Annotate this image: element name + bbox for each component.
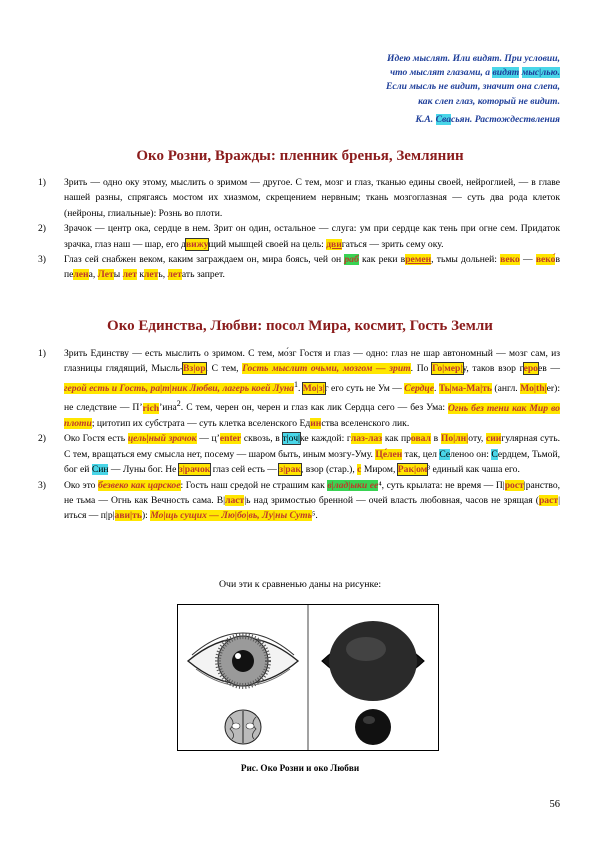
eyes-illustration	[178, 605, 438, 750]
figure	[177, 604, 439, 751]
list-item: 2) Око Гостя есть цель|ный зрачок — ц’enter сквозь, в т|оч|ке каждой: глаз-лаз как провал в По|лн|оту, сиигулярная суть. С тем, вращаться ему смысла нет, посему — шаром быть, иным мозгу-Уму. Це́лен так, цел Селеноо он: Сердцем, Тьмой, бог ей Син — Луны бог. Не з|рачок глаз сей есть — з|рак, взор (стар.), с Миром, Рак|ом³ единый как чаша его.	[38, 433, 560, 476]
epigraph-line: Идею мыслят. Или видят. При условии,	[386, 53, 560, 64]
epigraph-line: что мыслят глазами, а видят мыс|лью.	[390, 67, 560, 79]
list-item: 1) Зрить — одно оку этому, мыслить о зримом — другое. С тем, мозг и глаз, тканью едины своей, нейроглией, — в главе нашей разны, спрягаясь мостом их хиазмом, скрещением нервным; ткань мозгоглазная — суть два рода клеток (нейроны, глиальные): Рознь во плоти.	[38, 177, 560, 219]
section1-list	[38, 175, 560, 283]
discord-eye-icon	[188, 633, 298, 686]
section-title: Око Розни, Вражды: пленник бренья, Землянин	[136, 148, 464, 164]
epigraph-line: как слеп глаз, который не видит.	[418, 95, 560, 107]
figure-caption: Рис. Око Розни и око Любви	[240, 763, 360, 773]
list-item: 2) Зрачок — центр ока, сердце в нем. Зрит он один, остальное — слуга: ум при сердце как тень при огне сем. Придаток зрачка, глаз наш — шар, его движущий мышцей своей на цель: двигаться — зрить сему оку.	[38, 223, 560, 250]
figure-intro: Очи эти к сравненью даны на рисунке:	[218, 579, 382, 590]
page-number: 56	[549, 799, 560, 810]
section2-list	[38, 346, 560, 524]
list-item: 3) Глаз сей снабжен веком, каким заграждаем он, мира боясь, чей он раб как реки времен, тьмы дольней: веко — веко́в пелена, Леты лет клеть, летать запрет.	[38, 254, 560, 281]
epigraph	[230, 52, 560, 127]
love-eye-icon	[322, 621, 424, 701]
brain-icon	[225, 710, 261, 744]
list-item: 1) Зрить Единству — есть мыслить о зримом. С тем, мо́зг Гостя и глаз — одно: глаз не шар автономный — мозг сам, из глазницы глядящий, Мысль-Вз|ор. С тем, Гость мыслит очьми, мозгом — зрит. По Го|мер|у, таков взор героев — герой есть и Гость, ра|т|ник Любви, лагерь коей Луна$^1$. Мо|з|г его суть не Ум — Сердце. Ть|ма-Ма|ть (англ. Mo|th|er): не следствие — П’rich’ина$^2$. С тем, черен он, черен и глаз как лик Сердца сего — без Ума: Огнь без тени как Мир во плоти; цитотип их субстрата — суть клетка вселенского Единства вселенского лик.	[38, 348, 560, 429]
epigraph-line: Если мысль не видит, значит она слепа,	[386, 81, 560, 93]
epigraph-author: К.А. Свасьян. Растождествления	[415, 113, 560, 125]
list-item: 3) Око это безвеко как царское: Гость наш средой не страшим как в|лад|ыки ее⁴, суть крылата: не время — П|рост|ранство, не тьма — Огнь как Вечность сама. В|ласт|ь над зримостью бренной — очей власть любовная, часов не зрящая (раст|иться — п|р|ави|ть): Мо|щь сущих — Лю|бо|вь, Лу|ны Суть⁵.	[38, 479, 561, 522]
section-title: Око Единства, Любви: посол Мира, космит, Гость Земли	[107, 318, 493, 334]
cell-icon	[355, 709, 391, 745]
